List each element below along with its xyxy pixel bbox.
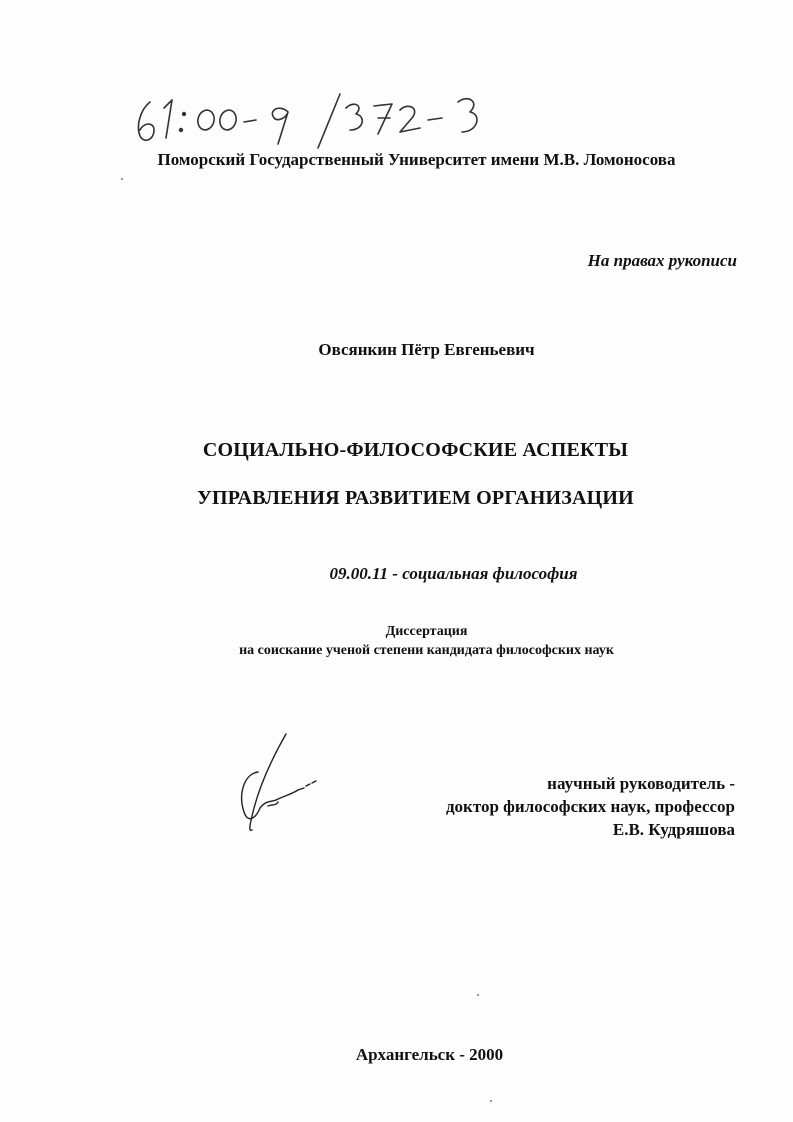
specialty-code: 09.00.11 - социальная философия (329, 564, 578, 583)
dissertation-label: Диссертация (385, 624, 468, 639)
city-year: Архангельск - 2000 (355, 1045, 504, 1064)
scientific-advisor (446, 772, 735, 841)
scan-speck (121, 178, 123, 180)
advisor-role: научный руководитель - (547, 774, 735, 793)
advisor-degree: доктор философских наук, профессор (445, 797, 735, 816)
handwritten-archive-mark (128, 90, 508, 150)
advisor-signature (232, 728, 322, 838)
rights-note: На правах рукописи (587, 251, 737, 270)
scan-speck (477, 994, 479, 996)
scan-speck (490, 1100, 492, 1102)
degree-statement: на соискание ученой степени кандидата философских наук (239, 643, 614, 658)
author-name: Овсянкин Пётр Евгеньевич (318, 340, 535, 359)
dissertation-title-line-1: СОЦИАЛЬНО-ФИЛОСОФСКИЕ АСПЕКТЫ (202, 439, 629, 461)
advisor-name: Е.В. Кудряшова (612, 820, 735, 839)
dissertation-title-line-2: УПРАВЛЕНИЯ РАЗВИТИЕМ ОРГАНИЗАЦИИ (197, 487, 634, 509)
university-name: Поморский Государственный Университет имени М.В. Ломоносова (157, 150, 676, 169)
